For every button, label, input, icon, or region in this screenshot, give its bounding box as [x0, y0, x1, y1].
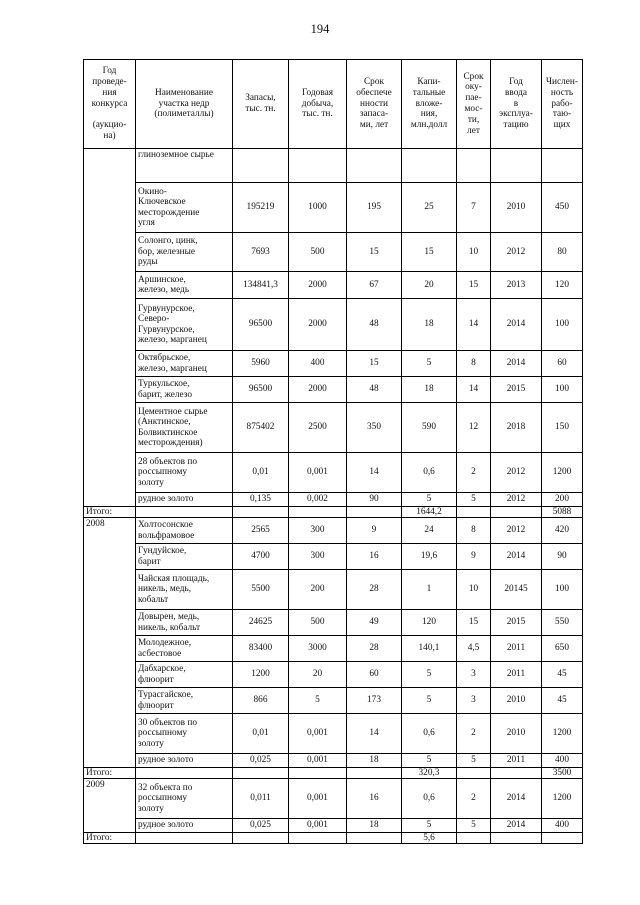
competition-year-cell: 2009 — [84, 779, 136, 833]
site-name-cell: Довырен, медь, никель, кобальт — [136, 610, 233, 636]
start-year-cell: 2018 — [491, 403, 542, 453]
table-row — [84, 610, 583, 636]
site-name-cell: 30 объектов по россыпному золоту — [136, 714, 233, 754]
output-cell: 300 — [289, 518, 347, 544]
start-year-cell: 20145 — [491, 570, 542, 610]
header-capital-investment: Капи- тальные вложе- ния, млн.долл — [402, 60, 457, 149]
capital-cell: 590 — [402, 403, 457, 453]
table-row — [84, 233, 583, 272]
staff-cell: 80 — [542, 233, 583, 272]
table-row — [84, 754, 583, 768]
reserves-cell: 24625 — [233, 610, 289, 636]
site-name-cell: глиноземное сырье — [136, 149, 233, 183]
payback-cell: 5 — [457, 493, 491, 507]
staff-cell: 100 — [542, 377, 583, 403]
supply-cell: 15 — [347, 351, 402, 377]
start-year-cell: 2011 — [491, 662, 542, 688]
reserves-cell: 1200 — [233, 662, 289, 688]
output-cell: 300 — [289, 544, 347, 570]
reserves-cell: 2565 — [233, 518, 289, 544]
payback-cell: 4,5 — [457, 636, 491, 662]
start-year-cell: 2010 — [491, 183, 542, 233]
site-name-cell: Аршинское, железо, медь — [136, 272, 233, 299]
site-name-cell: Молодежное, асбестовое — [136, 636, 233, 662]
reserves-cell: 0,01 — [233, 453, 289, 493]
capital-cell: 5 — [402, 662, 457, 688]
site-name-cell: Туркульское, барит, железо — [136, 377, 233, 403]
empty-cell — [347, 767, 402, 779]
site-name-cell: 28 объектов по россыпному золоту — [136, 453, 233, 493]
staff-cell: 400 — [542, 819, 583, 833]
staff-cell: 120 — [542, 272, 583, 299]
capital-cell: 5 — [402, 688, 457, 714]
reserves-cell: 0,135 — [233, 493, 289, 507]
supply-cell: 18 — [347, 819, 402, 833]
output-cell: 3000 — [289, 636, 347, 662]
supply-cell: 14 — [347, 714, 402, 754]
reserves-cell: 5500 — [233, 570, 289, 610]
reserves-cell: 875402 — [233, 403, 289, 453]
payback-cell: 2 — [457, 714, 491, 754]
reserves-cell: 866 — [233, 688, 289, 714]
supply-cell: 16 — [347, 544, 402, 570]
reserves-cell: 96500 — [233, 299, 289, 351]
payback-cell: 10 — [457, 233, 491, 272]
output-cell: 2000 — [289, 299, 347, 351]
total-row — [84, 832, 583, 844]
reserves-cell: 96500 — [233, 377, 289, 403]
staff-cell: 45 — [542, 662, 583, 688]
output-cell: 20 — [289, 662, 347, 688]
payback-cell: 8 — [457, 518, 491, 544]
table-row — [84, 149, 583, 183]
supply-cell: 28 — [347, 570, 402, 610]
output-cell: 500 — [289, 233, 347, 272]
staff-cell: 45 — [542, 688, 583, 714]
empty-cell — [347, 506, 402, 518]
payback-cell: 3 — [457, 688, 491, 714]
capital-cell: 5 — [402, 819, 457, 833]
staff-cell — [542, 149, 583, 183]
site-name-cell: Окино- Ключевское месторождение угля — [136, 183, 233, 233]
table-row — [84, 453, 583, 493]
output-cell: 5 — [289, 688, 347, 714]
supply-cell: 49 — [347, 610, 402, 636]
start-year-cell — [491, 149, 542, 183]
empty-cell — [136, 506, 233, 518]
output-cell: 0,002 — [289, 493, 347, 507]
reserves-cell: 83400 — [233, 636, 289, 662]
reserves-cell: 0,025 — [233, 819, 289, 833]
table-body — [84, 149, 583, 844]
site-name-cell: рудное золото — [136, 819, 233, 833]
site-name-cell: Октябрьское, железо, марганец — [136, 351, 233, 377]
staff-cell: 100 — [542, 570, 583, 610]
total-capital-cell: 320,3 — [402, 767, 457, 779]
competition-year-cell — [84, 149, 136, 507]
table-row — [84, 183, 583, 233]
staff-cell: 200 — [542, 493, 583, 507]
site-name-cell: Гурвунурское, Северо- Гурвунурское, железо, марганец — [136, 299, 233, 351]
site-name-cell: Солонго, цинк, бор, железные руды — [136, 233, 233, 272]
page-number: 194 — [310, 22, 330, 36]
start-year-cell: 2015 — [491, 610, 542, 636]
table-row — [84, 662, 583, 688]
output-cell: 0,001 — [289, 779, 347, 819]
output-cell: 1000 — [289, 183, 347, 233]
capital-cell: 0,6 — [402, 779, 457, 819]
payback-cell: 10 — [457, 570, 491, 610]
start-year-cell: 2012 — [491, 233, 542, 272]
payback-cell: 7 — [457, 183, 491, 233]
capital-cell: 25 — [402, 183, 457, 233]
empty-cell — [233, 832, 289, 844]
supply-cell: 67 — [347, 272, 402, 299]
total-row — [84, 506, 583, 518]
start-year-cell: 2014 — [491, 544, 542, 570]
table-row — [84, 518, 583, 544]
empty-cell — [233, 767, 289, 779]
output-cell: 400 — [289, 351, 347, 377]
site-name-cell: Чайская площадь, никель, медь, кобальт — [136, 570, 233, 610]
header-start-year: Год ввода в эксплуа- тацию — [491, 60, 542, 149]
reserves-cell — [233, 149, 289, 183]
payback-cell: 15 — [457, 272, 491, 299]
staff-cell: 420 — [542, 518, 583, 544]
reserves-cell: 4700 — [233, 544, 289, 570]
output-cell: 0,001 — [289, 453, 347, 493]
payback-cell: 14 — [457, 299, 491, 351]
capital-cell: 1 — [402, 570, 457, 610]
start-year-cell: 2015 — [491, 377, 542, 403]
empty-cell — [491, 832, 542, 844]
total-staff-cell: 5088 — [542, 506, 583, 518]
output-cell: 2000 — [289, 272, 347, 299]
supply-cell: 18 — [347, 754, 402, 768]
staff-cell: 400 — [542, 754, 583, 768]
empty-cell — [347, 832, 402, 844]
start-year-cell: 2014 — [491, 299, 542, 351]
site-name-cell: Турасгайское, флюорит — [136, 688, 233, 714]
table-row — [84, 351, 583, 377]
start-year-cell: 2011 — [491, 754, 542, 768]
total-label: Итого: — [84, 832, 136, 844]
payback-cell: 5 — [457, 819, 491, 833]
capital-cell: 0,6 — [402, 714, 457, 754]
start-year-cell: 2010 — [491, 714, 542, 754]
payback-cell: 14 — [457, 377, 491, 403]
payback-cell: 8 — [457, 351, 491, 377]
payback-cell: 2 — [457, 453, 491, 493]
payback-cell: 9 — [457, 544, 491, 570]
supply-cell: 15 — [347, 233, 402, 272]
output-cell: 2000 — [289, 377, 347, 403]
site-name-cell: Цементное сырье (Анктинское, Болвиктинское месторождения) — [136, 403, 233, 453]
capital-cell: 5 — [402, 351, 457, 377]
reserves-cell: 134841,3 — [233, 272, 289, 299]
payback-cell: 5 — [457, 754, 491, 768]
supply-cell: 90 — [347, 493, 402, 507]
capital-cell — [402, 149, 457, 183]
supply-cell: 14 — [347, 453, 402, 493]
payback-cell: 15 — [457, 610, 491, 636]
staff-cell: 650 — [542, 636, 583, 662]
reserves-cell: 7693 — [233, 233, 289, 272]
supply-cell: 16 — [347, 779, 402, 819]
reserves-cell: 0,011 — [233, 779, 289, 819]
total-label: Итого: — [84, 506, 136, 518]
header-staff: Числен- ность рабо- таю- щих — [542, 60, 583, 149]
header-supply-years: Срок обеспече нности запаса- ми, лет — [347, 60, 402, 149]
table-row — [84, 299, 583, 351]
capital-cell: 5 — [402, 493, 457, 507]
start-year-cell: 2013 — [491, 272, 542, 299]
capital-cell: 120 — [402, 610, 457, 636]
start-year-cell: 2011 — [491, 636, 542, 662]
header-annual-output: Годовая добыча, тыс. тн. — [289, 60, 347, 149]
start-year-cell: 2012 — [491, 493, 542, 507]
capital-cell: 140,1 — [402, 636, 457, 662]
total-capital-cell: 1644,2 — [402, 506, 457, 518]
reserves-cell: 195219 — [233, 183, 289, 233]
staff-cell: 1200 — [542, 453, 583, 493]
output-cell: 2500 — [289, 403, 347, 453]
empty-cell — [457, 767, 491, 779]
empty-cell — [289, 506, 347, 518]
total-label: Итого: — [84, 767, 136, 779]
supply-cell: 48 — [347, 377, 402, 403]
output-cell: 200 — [289, 570, 347, 610]
table-row — [84, 819, 583, 833]
payback-cell: 2 — [457, 779, 491, 819]
site-name-cell: Гундуйское, барит — [136, 544, 233, 570]
total-row — [84, 767, 583, 779]
capital-cell: 20 — [402, 272, 457, 299]
start-year-cell: 2012 — [491, 518, 542, 544]
table-row — [84, 779, 583, 819]
table-row — [84, 570, 583, 610]
staff-cell: 1200 — [542, 779, 583, 819]
supply-cell: 195 — [347, 183, 402, 233]
output-cell — [289, 149, 347, 183]
deposits-table — [83, 59, 583, 844]
header-row — [84, 60, 583, 149]
staff-cell: 450 — [542, 183, 583, 233]
capital-cell: 15 — [402, 233, 457, 272]
reserves-cell: 0,01 — [233, 714, 289, 754]
start-year-cell: 2014 — [491, 819, 542, 833]
staff-cell: 150 — [542, 403, 583, 453]
payback-cell: 3 — [457, 662, 491, 688]
table-row — [84, 493, 583, 507]
capital-cell: 19,6 — [402, 544, 457, 570]
empty-cell — [457, 506, 491, 518]
supply-cell: 48 — [347, 299, 402, 351]
supply-cell: 173 — [347, 688, 402, 714]
start-year-cell: 2014 — [491, 351, 542, 377]
staff-cell: 100 — [542, 299, 583, 351]
header-reserves: Запасы, тыс. тн. — [233, 60, 289, 149]
capital-cell: 18 — [402, 299, 457, 351]
empty-cell — [289, 832, 347, 844]
start-year-cell: 2014 — [491, 779, 542, 819]
total-staff-cell — [542, 832, 583, 844]
empty-cell — [491, 767, 542, 779]
reserves-cell: 0,025 — [233, 754, 289, 768]
competition-year-cell: 2008 — [84, 518, 136, 768]
capital-cell: 18 — [402, 377, 457, 403]
output-cell: 0,001 — [289, 819, 347, 833]
table-row — [84, 714, 583, 754]
table-row — [84, 544, 583, 570]
site-name-cell: Дабхарское, флюорит — [136, 662, 233, 688]
supply-cell — [347, 149, 402, 183]
supply-cell: 28 — [347, 636, 402, 662]
capital-cell: 24 — [402, 518, 457, 544]
empty-cell — [457, 832, 491, 844]
total-staff-cell: 3500 — [542, 767, 583, 779]
table-row — [84, 403, 583, 453]
start-year-cell: 2010 — [491, 688, 542, 714]
header-site-name: Наименование участка недр (полиметаллы) — [136, 60, 233, 149]
empty-cell — [136, 832, 233, 844]
capital-cell: 0,6 — [402, 453, 457, 493]
header-payback: Срок оку- пае- мос- ти, лет — [457, 60, 491, 149]
empty-cell — [233, 506, 289, 518]
payback-cell: 12 — [457, 403, 491, 453]
supply-cell: 60 — [347, 662, 402, 688]
site-name-cell: Холтосонское вольфрамовое — [136, 518, 233, 544]
supply-cell: 9 — [347, 518, 402, 544]
table-row — [84, 377, 583, 403]
site-name-cell: рудное золото — [136, 754, 233, 768]
table-row — [84, 272, 583, 299]
output-cell: 0,001 — [289, 714, 347, 754]
table-row — [84, 688, 583, 714]
table-row — [84, 636, 583, 662]
header-year: Год проведе- ния конкурса (аукцио- на) — [84, 60, 136, 149]
staff-cell: 1200 — [542, 714, 583, 754]
site-name-cell: рудное золото — [136, 493, 233, 507]
empty-cell — [491, 506, 542, 518]
empty-cell — [136, 767, 233, 779]
reserves-cell: 5960 — [233, 351, 289, 377]
total-capital-cell: 5,6 — [402, 832, 457, 844]
empty-cell — [289, 767, 347, 779]
supply-cell: 350 — [347, 403, 402, 453]
start-year-cell: 2012 — [491, 453, 542, 493]
site-name-cell: 32 объекта по россыпному золоту — [136, 779, 233, 819]
staff-cell: 60 — [542, 351, 583, 377]
payback-cell — [457, 149, 491, 183]
output-cell: 500 — [289, 610, 347, 636]
output-cell: 0,001 — [289, 754, 347, 768]
staff-cell: 550 — [542, 610, 583, 636]
capital-cell: 5 — [402, 754, 457, 768]
staff-cell: 90 — [542, 544, 583, 570]
